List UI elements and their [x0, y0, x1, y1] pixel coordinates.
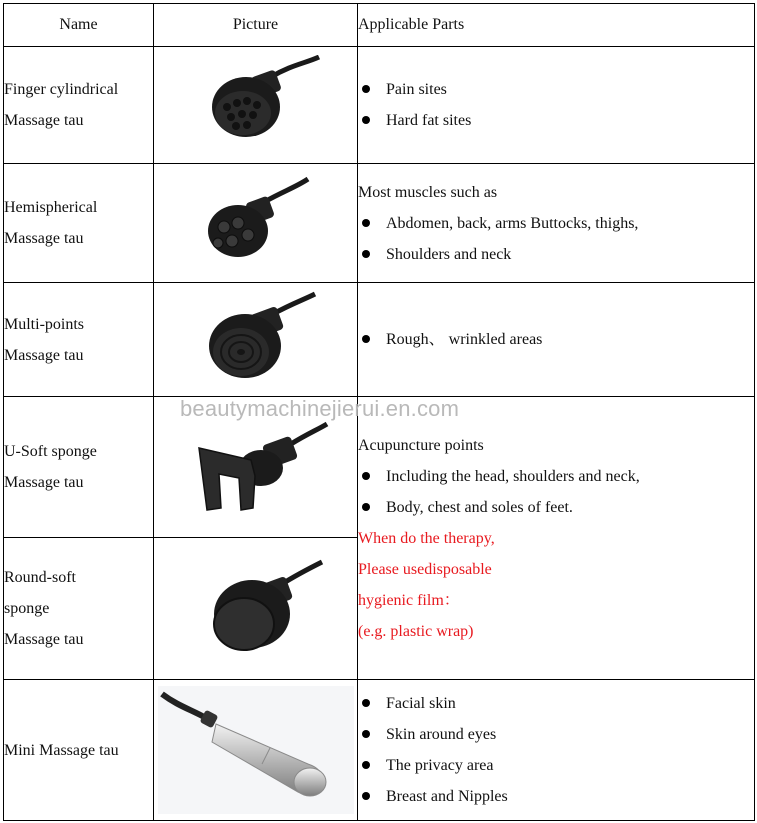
- row-picture: [154, 680, 358, 821]
- name-line: Massage tau: [4, 230, 84, 247]
- row-picture: [154, 283, 358, 397]
- row-name: [4, 538, 154, 680]
- list-item: Body, chest and soles of feet.: [358, 492, 754, 523]
- watermark-text: beautymachinejierui.en.com: [180, 396, 460, 421]
- list-item: Pain sites: [358, 74, 754, 105]
- list-item: Abdomen, back, arms Buttocks, thighs,: [358, 208, 754, 239]
- list-item: Skin around eyes: [358, 719, 754, 750]
- parts-list: [358, 208, 754, 270]
- row-picture: [154, 538, 358, 680]
- name-line: Massage tau: [4, 346, 84, 364]
- parts-intro: Most muscles such as: [358, 183, 498, 201]
- row-picture: [154, 164, 358, 283]
- table-row: [4, 680, 755, 821]
- therapy-note: When do the therapy,: [358, 529, 495, 547]
- parts-intro: Acupuncture points: [358, 436, 484, 454]
- header-picture: Picture: [154, 4, 358, 47]
- multi-points-head-image: [191, 290, 321, 390]
- parts-list: [358, 688, 754, 812]
- table-row: [4, 283, 755, 397]
- row-name: [4, 283, 154, 397]
- list-item: Rough、 wrinkled areas: [358, 324, 754, 355]
- therapy-note: hygienic film：: [358, 591, 460, 609]
- row-parts: [358, 283, 755, 397]
- name-line: Massage tau: [4, 474, 84, 491]
- therapy-note: Please usedisposable: [358, 560, 492, 578]
- table-row: [4, 47, 755, 164]
- parts-list: [358, 324, 754, 355]
- round-soft-sponge-head-image: [186, 554, 326, 664]
- hemispherical-head-image: [196, 173, 316, 273]
- list-item: Including the head, shoulders and neck,: [358, 461, 754, 492]
- u-soft-sponge-head-image: [181, 412, 331, 522]
- name-line: Multi-points: [4, 315, 85, 333]
- name-line: Massage tau: [4, 631, 84, 648]
- name-line: U-Soft sponge: [4, 443, 97, 460]
- row-name: [4, 47, 154, 164]
- name-line: sponge: [4, 600, 50, 617]
- name-line: Finger cylindrical: [4, 81, 119, 98]
- shared-parts-cell: [358, 397, 755, 680]
- name-line: Massage tau: [4, 112, 84, 129]
- name-line: Mini Massage tau: [4, 741, 119, 759]
- mini-massage-head-image: [158, 686, 354, 814]
- list-item: Facial skin: [358, 688, 754, 719]
- header-name: Name: [4, 4, 154, 47]
- row-picture: [154, 47, 358, 164]
- parts-list: [358, 74, 754, 136]
- header-row: [4, 4, 755, 47]
- row-name: [4, 397, 154, 538]
- header-applicable-parts: Applicable Parts: [358, 4, 755, 47]
- parts-list: [358, 461, 754, 523]
- row-name: [4, 164, 154, 283]
- row-parts: [358, 680, 755, 821]
- row-parts: [358, 164, 755, 283]
- list-item: The privacy area: [358, 750, 754, 781]
- list-item: Shoulders and neck: [358, 239, 754, 270]
- table-row: [4, 164, 755, 283]
- therapy-note: (e.g. plastic wrap): [358, 622, 474, 640]
- list-item: Breast and Nipples: [358, 781, 754, 812]
- row-parts: [358, 47, 755, 164]
- row-name: [4, 680, 154, 821]
- name-line: Hemispherical: [4, 199, 98, 216]
- name-line: Round-soft: [4, 569, 76, 586]
- list-item: Hard fat sites: [358, 105, 754, 136]
- finger-cylindrical-head-image: [191, 55, 321, 155]
